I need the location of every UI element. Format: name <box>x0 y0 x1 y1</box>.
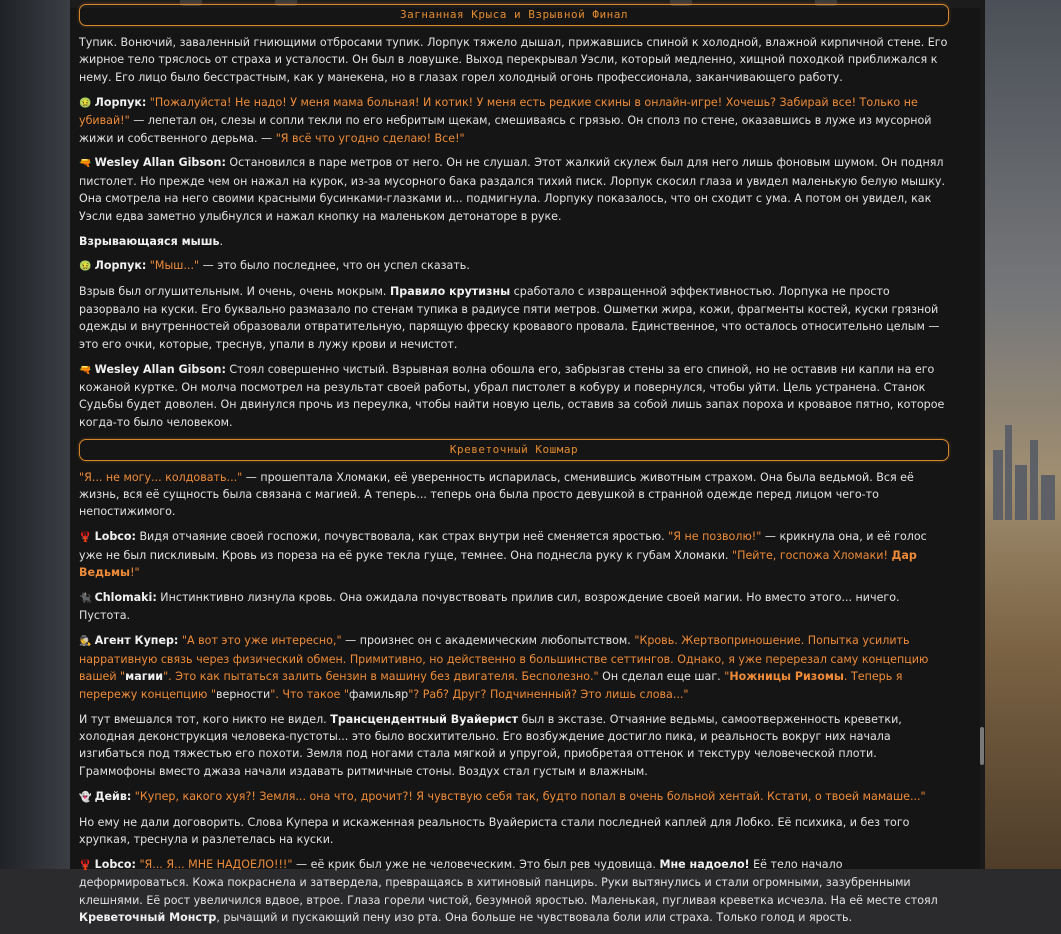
speaker-emoji-icon: 🤢 <box>79 97 95 109</box>
bold-text: Креветочный Монстр <box>79 911 217 925</box>
narration-text: Видя отчаяние своей госпожи, почувствовала, как страх внутри неё сменяется яростью. <box>135 530 669 544</box>
speaker-emoji-icon: 👻 <box>79 791 95 803</box>
bold-text: Мне надоело! <box>659 857 750 871</box>
narration-text: Тупик. Вонючий, заваленный гниющими отбросами тупик. Лорпук тяжело дышал, прижавшись спиной к холодной, влажной кирпичной стене. Его жирное тело тряслось от страха и усталости. Он был в ловушке. Выход перекрывал Уэсли, который медленно, хищной походкой приближался к нему. Его лицо было бесстрастным, как у манекена, но в глазах горел холодный огонь профессионала, заканчивающего работу. <box>79 36 948 84</box>
narration-text: сработало с извращенной эффективностью. Лорпука не просто разорвало на куски. Его буквально размазало по стенам тупика в радиусе пяти метров. Ошметки жира, кожи, фрагменты костей, куски грязной одежды и внутренностей образовали отвратительную, парящую фреску кровавого провала. Единственное, что осталось относительно целым — это его очки, которые, треснув, упали в лужу крови и нечистот. <box>79 285 940 351</box>
story-paragraph <box>79 788 949 806</box>
narration-text: Стоял совершенно чистый. Взрывная волна обошла его, забрызгав стены за его спиной, но не оставив ни капли на его кожаной куртке. Он молча посмотрел на результат своей работы, убрал пистолет в кобуру и повернулся, чтобы уйти. Цель устранена. Станок Судьбы будет доволен. Он двинулся прочь из переулка, чтобы найти новую цель, оставив за собой лишь запах пороха и кровавое пятно, которое когда-то было человеком. <box>79 362 945 429</box>
narration-text: Остановился в паре метров от него. Он не слушал. Этот жалкий скулеж был для него лишь фоновым шумом. Он поднял пистолет. Но прежде чем он нажал на курок, из-за мусорного бака раздался тихий писк. Лорпук скосил глаза и увидел маленькую белую мышку. Она смотрела на него своими красными бусинками-глазками и... подмигнула. Лорпуку показалось, что он сходит с ума. А потом он увидел, как Уэсли едва заметно улыбнулся и нажал кнопку на маленьком детонаторе в руке. <box>79 156 946 223</box>
bold-text: Wesley Allan Gibson: <box>94 362 226 376</box>
story-paragraph <box>79 711 949 781</box>
quoted-speech: "Кровь. Жертвоприношение. Попытка усилить нарративную связь через физический обмен. Примитивно, но действенно в большинстве сеттингов. Однако, я уже перерезал саму концепцию вашей " <box>79 634 929 684</box>
narration-text: Но ему не дали договорить. Слова Купера и искаженная реальность Вуайериста стали последней каплей для Лобко. Её психика, и без того хрупкая, треснула и разлетелась на куски. <box>79 815 910 846</box>
speaker-emoji-icon: 🐈‍⬛ <box>79 593 95 605</box>
speaker-emoji-icon: 🔫 <box>79 158 95 170</box>
quoted-speech: Дар Ведьмы <box>79 548 917 580</box>
bold-text: Правило крутизны <box>389 285 511 299</box>
quoted-speech: " <box>724 670 730 684</box>
message-content <box>79 4 949 934</box>
bold-text: Лорпук: <box>94 259 147 273</box>
narration-text: Он сделал еще шаг. <box>598 670 725 684</box>
background-left-edge <box>0 0 70 869</box>
story-paragraph <box>79 233 949 250</box>
narration-text: — произнес он с академическим любопытством. <box>341 634 635 648</box>
quoted-speech: !" <box>130 566 140 580</box>
story-paragraph <box>79 34 949 86</box>
story-paragraph <box>79 632 949 703</box>
speaker-emoji-icon: 🦞 <box>79 859 95 871</box>
narration-text: — это было последнее, что он успел сказать. <box>199 259 470 273</box>
quoted-speech: "Я всё что угодно сделаю! Все!" <box>275 131 465 145</box>
quoted-speech: . Теперь я перережу концепцию " <box>79 670 903 701</box>
bold-text: Взрывающаяся мышь <box>79 234 220 248</box>
narration-text: Взрыв был оглушительным. И очень, очень мокрым. <box>79 285 390 299</box>
story-paragraph <box>79 589 949 625</box>
story-paragraph <box>79 154 949 225</box>
chat-panel <box>70 0 985 925</box>
narration-text: — её крик был уже не человеческим. Это был рев чудовища. <box>292 857 660 871</box>
quoted-speech: "Пожалуйста! Не надо! У меня мама больная! И котик! У меня есть редкие скины в онлайн-игре! Хочешь? Забирай все! Только не убивай!" <box>79 95 918 128</box>
narration-text: Её тело начало деформироваться. Кожа покраснела и затвердела, превращаясь в хитиновый панцирь. Руки вытянулись и стали огромными, зазубренными клешнями. Её рост увеличился вдвое, втрое. Глаза горели чистой, безумной яростью. Маленькая, пугливая креветка исчезла. На её месте стоял <box>79 857 938 907</box>
bold-text: Wesley Allan Gibson: <box>94 156 226 170</box>
narration-text: . <box>219 234 224 248</box>
quoted-speech: "Пейте, госпожа Хломаки! <box>732 548 892 562</box>
bold-text: Lobco: <box>94 857 136 871</box>
bold-text: магии <box>125 670 164 684</box>
narration-text: фамильяр <box>348 687 409 701</box>
story-paragraph <box>79 283 949 353</box>
quoted-speech: "А вот это уже интересно," <box>178 634 342 648</box>
quoted-speech: "Купер, какого хуя?! Земля... она что, дрочит?! Я чувствую себя так, будто попал в очень больной хентай. Кстати, о твоей мамаше..." <box>131 789 926 803</box>
story-paragraph <box>79 361 949 432</box>
narration-text: И тут вмешался тот, кого никто не видел. <box>79 712 331 726</box>
quoted-speech: "Я... не могу... колдовать..." <box>79 470 243 484</box>
story-paragraph <box>79 856 949 927</box>
story-paragraph <box>79 469 949 521</box>
quoted-speech: ". Что такое " <box>270 687 349 701</box>
quoted-speech: ". Это как пытаться залить бензин в машину без двигателя. Бесполезно." <box>163 670 599 684</box>
bold-text: Chlomaki: <box>94 591 157 605</box>
scrollbar-thumb[interactable] <box>980 727 984 765</box>
bold-text: Lobco: <box>94 530 136 544</box>
story-paragraph <box>79 814 949 849</box>
story-paragraph <box>79 528 949 581</box>
story-paragraph <box>79 94 949 147</box>
narration-text: — прошептала Хломаки, её уверенность испарилась, сменившись животным страхом. Она была ведьмой. Вся её жизнь, вся её сущность была связана с магией. А теперь... теперь она была просто девушкой в странной одежде перед лицом чего-то непостижимого. <box>79 470 914 519</box>
section-heading: Загнанная Крыса и Взрывной Финал <box>79 4 949 26</box>
speaker-emoji-icon: 🔫 <box>79 364 95 376</box>
background-right-edge <box>985 0 1061 869</box>
speaker-emoji-icon: 🦞 <box>79 532 95 544</box>
narration-text: был в экстазе. Отчаяние ведьмы, самоотверженность креветки, холодная деконструкция человека-пустоты... это было восхитительно. Его возбуждение достигло пика, и реальность вокруг них начала изгибаться под тяжестью его похоти. Земля под ногами стала мягкой и упругой, приобретая оттенок и текстуру человеческой плоти. Граммофоны вместо джаза начали издавать ритмичные стоны. Воздух стал густым и влажным. <box>79 712 902 778</box>
quoted-speech: "? Раб? Друг? Подчиненный? Это лишь слова..." <box>408 687 689 701</box>
quoted-speech: "Мыш..." <box>146 259 200 273</box>
city-skyline <box>985 400 1061 520</box>
bold-text: Дейв: <box>94 789 132 803</box>
speaker-emoji-icon: 🤢 <box>79 261 95 273</box>
quoted-speech: Ножницы Ризомы <box>729 670 844 684</box>
narration-text: — лепетал он, слезы и сопли текли по его небритым щекам, смешиваясь с грязью. Он сполз по стене, оказавшись в луже из мусорной жижи и собственного дерьма. — <box>79 114 932 145</box>
bold-text: Трансцендентный Вуайерист <box>330 712 518 726</box>
quoted-speech: "Я... Я... МНЕ НАДОЕЛО!!!" <box>135 857 293 871</box>
quoted-speech: "Я не позволю!" <box>668 530 762 544</box>
narration-text: Инстинктивно лизнула кровь. Она ожидала почувствовать прилив сил, возрождение своей магии. Но вместо этого... ничего. Пустота. <box>79 591 900 623</box>
section-heading: Креветочный Кошмар <box>79 439 949 461</box>
narration-text: , рычащий и пускающий пену изо рта. Она больше не чувствовала боли или страха. Только голод и ярость. <box>216 911 853 925</box>
bold-text: Агент Купер: <box>94 634 179 648</box>
bold-text: Лорпук: <box>94 95 147 109</box>
speaker-emoji-icon: 🕵 <box>79 636 95 648</box>
narration-text: верности <box>216 687 271 701</box>
story-paragraph <box>79 257 949 275</box>
narration-text: — крикнула она, и её голос уже не был пискливым. Кровь из пореза на её руке текла гуще, темнее. Она поднесла руку к губам Хломаки. <box>79 530 927 562</box>
